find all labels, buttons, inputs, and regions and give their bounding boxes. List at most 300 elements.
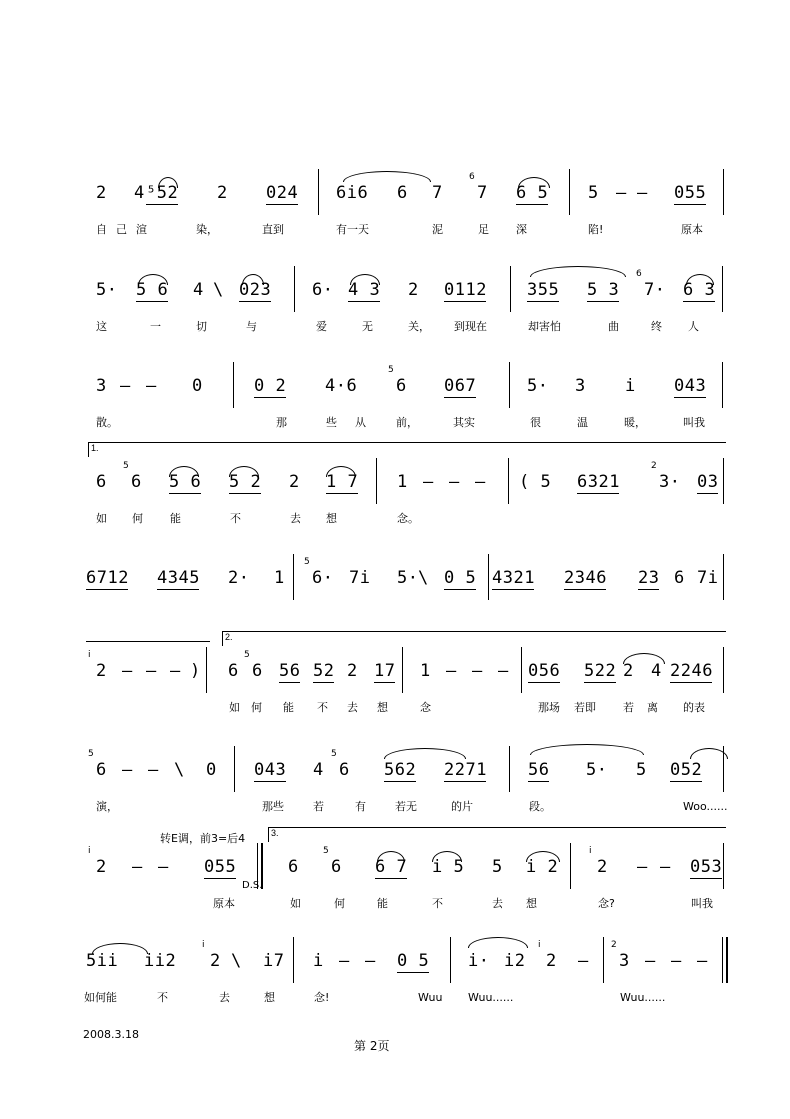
beam-underline [638,589,659,590]
beam-underline [239,301,271,302]
note: 6 3 [683,280,716,300]
lyric: 如 [96,512,107,525]
beam-underline [384,781,416,782]
lyric: 这 [96,320,107,333]
barline [206,647,207,693]
lyric: 不 [157,991,168,1004]
beam-underline [136,301,168,302]
beam-underline [444,781,486,782]
barline [293,937,294,983]
barline [233,362,234,408]
lyric: 的片 [451,800,473,813]
lyric: 去 [290,512,301,525]
note: i2 [504,951,526,971]
beam-underline [674,397,706,398]
lyric: Wuu [418,991,443,1004]
beam-underline [584,682,616,683]
lyric: 何 [132,512,143,525]
note: – [148,760,159,780]
note: 2 [597,857,608,877]
note: 2 [289,472,300,492]
lyric: 想 [326,512,337,525]
lyric: 去 [492,897,503,910]
note: i7 [263,951,285,971]
beam-underline [229,493,261,494]
barline [488,554,489,600]
lyric: 其实 [453,416,475,429]
beam-underline [527,301,559,302]
lyric: 演， [96,800,118,813]
lyric: 不 [230,512,241,525]
note: – [671,951,682,971]
grace-note: 6 [636,269,642,279]
note: ii2 [144,951,177,971]
note: 5· [96,280,118,300]
note: 23 [638,568,660,588]
note: i [313,951,324,971]
barline [722,362,723,408]
note: 5· [527,376,549,396]
note: 6 [339,760,350,780]
note: i [625,376,636,396]
note: 4321 [492,568,535,588]
note: 024 [266,183,299,203]
lyric: 念? [598,897,615,910]
slur [92,943,148,954]
note: – [446,661,457,681]
lyric: 己 [116,223,127,236]
lyric: 温 [577,416,588,429]
note: 6 7 [375,857,408,877]
note: 2 [546,951,557,971]
beam-underline [313,682,334,683]
barline [293,554,294,600]
slur [158,177,178,188]
beam-underline [674,204,706,205]
note: 043 [674,376,707,396]
lyric: 爱 [316,320,327,333]
note: 5ii [86,951,119,971]
note: 4 3 [348,280,381,300]
beam-underline [492,589,534,590]
lyric: 些 [326,416,337,429]
note: 2 [210,951,221,971]
grace-note: 5 [123,461,129,471]
lyric: 去 [347,701,358,714]
slur [242,274,264,285]
note: – [475,472,486,492]
note: – [339,951,350,971]
slur [377,851,405,862]
lyric: 原本 [681,223,703,236]
note: 3· [659,472,681,492]
lyric: 段。 [529,800,551,813]
barline [509,746,510,792]
beam-underline [670,682,712,683]
beam-underline [528,682,560,683]
lyric: 念! [314,991,330,1004]
barline [569,169,570,215]
barline [508,458,509,504]
lyric: 若即 [574,701,596,714]
note: – [498,661,509,681]
lyric: 关， [408,320,430,333]
lyric: 切 [196,320,207,333]
lyric: 如 [229,701,240,714]
lyric: 暖， [624,416,646,429]
note: 5· [586,760,608,780]
grace-note: 5 [331,749,337,759]
note: 52 [313,661,335,681]
grace-note: i [202,940,205,950]
note: 4 [651,661,662,681]
lyric: 自 [96,223,107,236]
beam-underline [326,493,358,494]
note: \ [418,568,429,588]
note: 5 [636,760,647,780]
note: 2 [96,183,107,203]
volta-bracket: 1. [88,442,726,457]
lyric: 何 [334,897,345,910]
note: 5 6 [169,472,202,492]
beam-underline [670,781,702,782]
barline [294,266,295,312]
beam-underline [157,589,199,590]
lyric: 很 [530,416,541,429]
note: 03 [697,472,719,492]
beam-underline [444,397,476,398]
note: 2 [96,661,107,681]
slur [432,851,462,862]
note: 2 [96,857,107,877]
note: i 2 [526,857,559,877]
note: 6712 [86,568,129,588]
barline [723,169,724,215]
note: 2246 [670,661,713,681]
beam-underline [587,301,619,302]
note: 2 [217,183,228,203]
lyric: 到现在 [454,320,487,333]
beam-underline [397,972,429,973]
grace-note: 5 [244,650,250,660]
note: – [132,857,143,877]
barline [603,937,604,983]
note: 5 6 [136,280,169,300]
note: – [637,857,648,877]
note: 7 [477,183,488,203]
lyric: 却害怕 [528,320,561,333]
barline [723,554,724,600]
slur [468,937,528,948]
lyric: 散。 [96,416,118,429]
note: – [146,661,157,681]
note: 562 [384,760,417,780]
slur [350,274,380,285]
grace-note: i [538,940,541,950]
note: – [660,857,671,877]
note: 3 [96,376,107,396]
lyric: 不 [432,897,443,910]
lyric: 想 [377,701,388,714]
slur [326,466,356,477]
lyric: 能 [377,897,388,910]
note: i 5 [432,857,465,877]
lyric: 的表 [683,701,705,714]
slur [526,851,560,862]
lyric: 若 [313,800,324,813]
beam-underline [528,781,549,782]
lyric: 去 [219,991,230,1004]
lyric: 泥 [432,223,443,236]
note: – [472,661,483,681]
slur [686,274,714,285]
slur [384,748,466,759]
note: 6i6 [336,183,369,203]
note: – [616,183,627,203]
slur [343,171,431,182]
note: ( 5 [519,472,552,492]
lyric: 无 [362,320,373,333]
lyric: 从 [355,416,366,429]
lyric: 直到 [262,223,284,236]
beam-underline [516,204,548,205]
note: 1 7 [326,472,359,492]
slur [229,466,259,477]
note: 4 [193,280,204,300]
note: 4 [313,760,324,780]
grace-note: 6 [469,172,475,182]
note: 5 [588,183,599,203]
lyric: 能 [283,701,294,714]
barline [723,458,724,504]
note: 5 3 [587,280,620,300]
note: \ [174,760,185,780]
lyric: 想 [264,991,275,1004]
note: 3 [575,376,586,396]
barline [510,266,511,312]
note: 6 [131,472,142,492]
key-change-note: 转E调，前3=后4 [160,832,246,845]
barline [521,647,522,693]
beam-underline [374,682,395,683]
beam-underline [146,204,178,205]
note: 6 [228,661,239,681]
note: 7i [697,568,719,588]
lyric: 人 [688,320,699,333]
barline [376,458,377,504]
note: 56 [279,661,301,681]
lyric: Wuu...... [620,991,666,1004]
note: 1 [274,568,285,588]
barline [402,647,403,693]
volta-bracket: 2. [222,631,726,646]
note: i· [468,951,490,971]
volta-line-1 [86,641,210,642]
grace-note: 2 [651,461,657,471]
note: – [158,857,169,877]
date-stamp: 2008.3.18 [83,1028,139,1041]
note: 2· [228,568,250,588]
beam-underline [86,589,128,590]
beam-underline [266,204,298,205]
note: 043 [254,760,287,780]
note: 067 [444,376,477,396]
note: – [122,760,133,780]
beam-underline [444,589,476,590]
lyric: 那 [276,416,287,429]
lyric: 何 [251,701,262,714]
grace-note: 5 [323,846,329,856]
beam-underline [348,301,380,302]
beam-underline [444,301,486,302]
lyric: 念 [420,701,431,714]
lyric: 不 [317,701,328,714]
barline [234,746,235,792]
note: 056 [528,661,561,681]
ds-mark: D.S. [242,880,263,891]
barline [509,362,510,408]
note: – [645,951,656,971]
final-barline [722,937,728,983]
note: 0112 [444,280,487,300]
note: 6 [674,568,685,588]
note: – [449,472,460,492]
grace-note: i [589,846,592,856]
note: 6321 [577,472,620,492]
note: 17 [374,661,396,681]
note: – [122,661,133,681]
barline [450,937,451,983]
beam-underline [254,397,286,398]
lyric: 陷! [588,223,604,236]
note: 6· [312,280,334,300]
note: 055 [674,183,707,203]
barline [722,266,723,312]
barline [318,169,319,215]
grace-note: 2 [611,940,617,950]
note: 6 [397,183,408,203]
note: 5 [492,857,503,877]
barline [570,843,571,889]
note: 1 [420,661,431,681]
lyric: Wuu...... [468,991,514,1004]
note: 56 [528,760,550,780]
note: 0 2 [254,376,287,396]
note: 7 [432,183,443,203]
note: – [120,376,131,396]
lyric: 若 [623,701,634,714]
grace-note: i [88,650,91,660]
note: 6 [96,760,107,780]
note: 6 [96,472,107,492]
note: 0 [192,376,203,396]
note: 0 [206,760,217,780]
note: 4 [134,183,145,203]
note: 2 [347,661,358,681]
note: – [578,951,589,971]
note: – [637,183,648,203]
lyric: 叫我 [683,416,705,429]
grace-note: i [88,846,91,856]
note: – [697,951,708,971]
slur [530,266,626,277]
note: 6 [288,857,299,877]
lyric: 如何能 [84,991,117,1004]
note: 6· [312,568,334,588]
note: 052 [670,760,703,780]
note: 2346 [564,568,607,588]
slur [518,177,550,188]
beam-underline [683,301,715,302]
note: 053 [690,857,723,877]
beam-underline [204,878,236,879]
grace-note: 5 [88,749,94,759]
note: 3 [619,951,630,971]
lyric: 若无 [395,800,417,813]
lyric: 渲 [136,223,147,236]
note: 5 2 [229,472,262,492]
note: 4345 [157,568,200,588]
barline [723,843,724,889]
note: 023 [239,280,272,300]
lyric: 想 [526,897,537,910]
note: 0 5 [444,568,477,588]
lyric: 有一天 [336,223,369,236]
note: 522 [584,661,617,681]
page-number: 第 2页 [354,1039,390,1053]
lyric: 有 [355,800,366,813]
note: 6 [252,661,263,681]
lyric: 原本 [213,897,235,910]
beam-underline [169,493,201,494]
note: – [146,376,157,396]
lyric: 离 [647,701,658,714]
lyric: 一 [150,320,161,333]
lyric: 如 [290,897,301,910]
lyric: 终 [651,320,662,333]
lyric: 曲 [608,320,619,333]
note: 055 [204,857,237,877]
beam-underline [254,781,286,782]
note: 6 [396,376,407,396]
lyric: 叫我 [691,897,713,910]
note: 1 [397,472,408,492]
lyric: 那些 [262,800,284,813]
beam-underline [375,878,407,879]
beam-underline [279,682,300,683]
note: 4·6 [325,376,358,396]
note: ⁵52 [146,183,179,203]
note: – [423,472,434,492]
lyric: 深 [516,223,527,236]
note: 6 5 [516,183,549,203]
note: – [170,661,181,681]
beam-underline [690,878,722,879]
grace-note: 5 [304,557,310,567]
lyric: Woo...... [683,800,728,813]
lyric: 前， [396,416,418,429]
note: 2 [408,280,419,300]
slur [623,653,665,664]
note: ) [190,661,201,681]
lyric: 那场 [538,701,560,714]
grace-note: 5 [388,365,394,375]
note: 0 5 [397,951,430,971]
note: \ [231,951,242,971]
slur [138,274,168,285]
beam-underline [564,589,606,590]
lyric: 足 [478,223,489,236]
